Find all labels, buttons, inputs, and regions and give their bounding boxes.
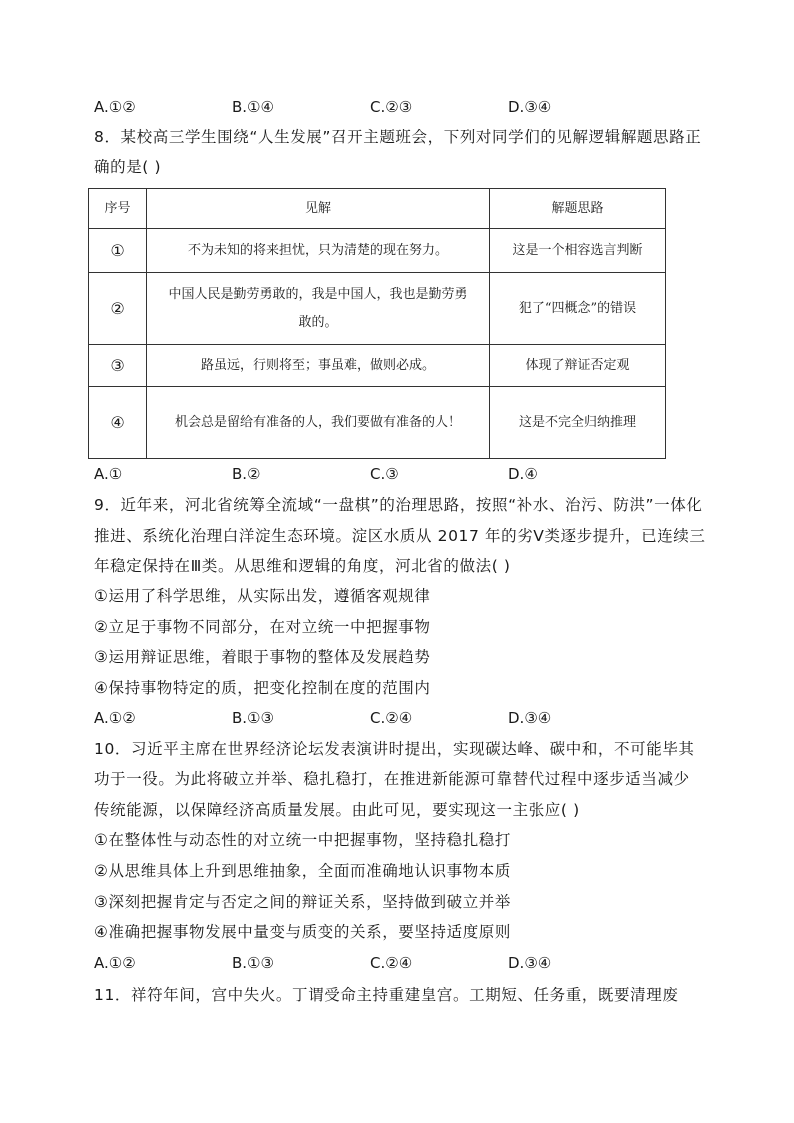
q8-option-d: D.④ [508,465,538,483]
table-header-row [89,189,666,229]
table-row [89,387,666,459]
q9-statement-2: ②立足于事物不同部分，在对立统一中把握事物 [94,618,431,636]
q9-options [94,707,646,729]
row-view: 路虽远，行则将至；事虽难，做则必成。 [147,345,490,387]
row-no: ② [89,273,147,345]
q10-option-c: C.②④ [370,954,413,972]
q9-option-d: D.③④ [508,709,552,727]
q10-option-a: A.①② [94,954,136,972]
q7-option-b: B.①④ [232,98,274,116]
table-row [89,273,666,345]
q10-option-d: D.③④ [508,954,552,972]
q9-option-a: A.①② [94,709,136,727]
q9-option-b: B.①③ [232,709,274,727]
q8-options [94,463,646,485]
q11-line: 11．祥符年间，宫中失火。丁谓受命主持重建皇宫。工期短、任务重，既要清理废 [94,986,679,1004]
q10-statement-2: ②从思维具体上升到思维抽象，全面而准确地认识事物本质 [94,862,511,880]
q8-option-b: B.② [232,465,261,483]
q7-option-c: C.②③ [370,98,413,116]
q9-line: 9．近年来，河北省统筹全流域“一盘棋”的治理思路，按照“补水、治污、防洪”一体化 [94,496,703,514]
q8-stem-line1: 8．某校高三学生围绕“人生发展”召开主题班会，下列对同学们的见解逻辑解题思路正 [94,128,702,146]
row-view: 机会总是留给有准备的人，我们要做有准备的人！ [147,387,490,459]
row-view: 中国人民是勤劳勇敢的，我是中国人，我也是勤劳勇敢的。 [147,273,490,345]
q8-table [88,188,666,459]
q10-line: 传统能源，以保障经济高质量发展。由此可见，要实现这一主张应( ) [94,801,580,819]
q8-option-c: C.③ [370,465,399,483]
row-analysis: 体现了辩证否定观 [490,345,666,387]
q7-option-a: A.①② [94,98,136,116]
q9-statement-3: ③运用辩证思维，着眼于事物的整体及发展趋势 [94,648,431,666]
row-no: ① [89,229,147,273]
q8-option-a: A.① [94,465,123,483]
q7-option-d: D.③④ [508,98,552,116]
q9-statement-4: ④保持事物特定的质，把变化控制在度的范围内 [94,679,431,697]
header-analysis: 解题思路 [490,189,666,229]
table-row [89,229,666,273]
header-view: 见解 [147,189,490,229]
q10-line: 功于一役。为此将破立并举、稳扎稳打，在推进新能源可靠替代过程中逐步适当减少 [94,770,690,788]
q9-statement-1: ①运用了科学思维，从实际出发，遵循客观规律 [94,587,431,605]
q9-line: 年稳定保持在Ⅲ类。从思维和逻辑的角度，河北省的做法( ) [94,557,511,575]
row-view: 不为未知的将来担忧，只为清楚的现在努力。 [147,229,490,273]
q9-option-c: C.②④ [370,709,413,727]
table-row [89,345,666,387]
q7-options [94,96,646,118]
row-analysis: 这是不完全归纳推理 [490,387,666,459]
row-analysis: 犯了“四概念”的错误 [490,273,666,345]
q10-statement-4: ④准确把握事物发展中量变与质变的关系，要坚持适度原则 [94,923,511,941]
q8-stem-line2: 确的是( ) [94,158,162,176]
header-no: 序号 [89,189,147,229]
q10-option-b: B.①③ [232,954,274,972]
row-no: ③ [89,345,147,387]
q10-statement-3: ③深刻把握肯定与否定之间的辩证关系，坚持做到破立并举 [94,893,511,911]
q10-options [94,952,646,974]
q9-line: 推进、系统化治理白洋淀生态环境。淀区水质从 2017 年的劣Ⅴ类逐步提升，已连续三 [94,527,706,545]
row-no: ④ [89,387,147,459]
q10-line: 10．习近平主席在世界经济论坛发表演讲时提出，实现碳达峰、碳中和，不可能毕其 [94,740,695,758]
row-analysis: 这是一个相容选言判断 [490,229,666,273]
q10-statement-1: ①在整体性与动态性的对立统一中把握事物，坚持稳扎稳打 [94,831,511,849]
